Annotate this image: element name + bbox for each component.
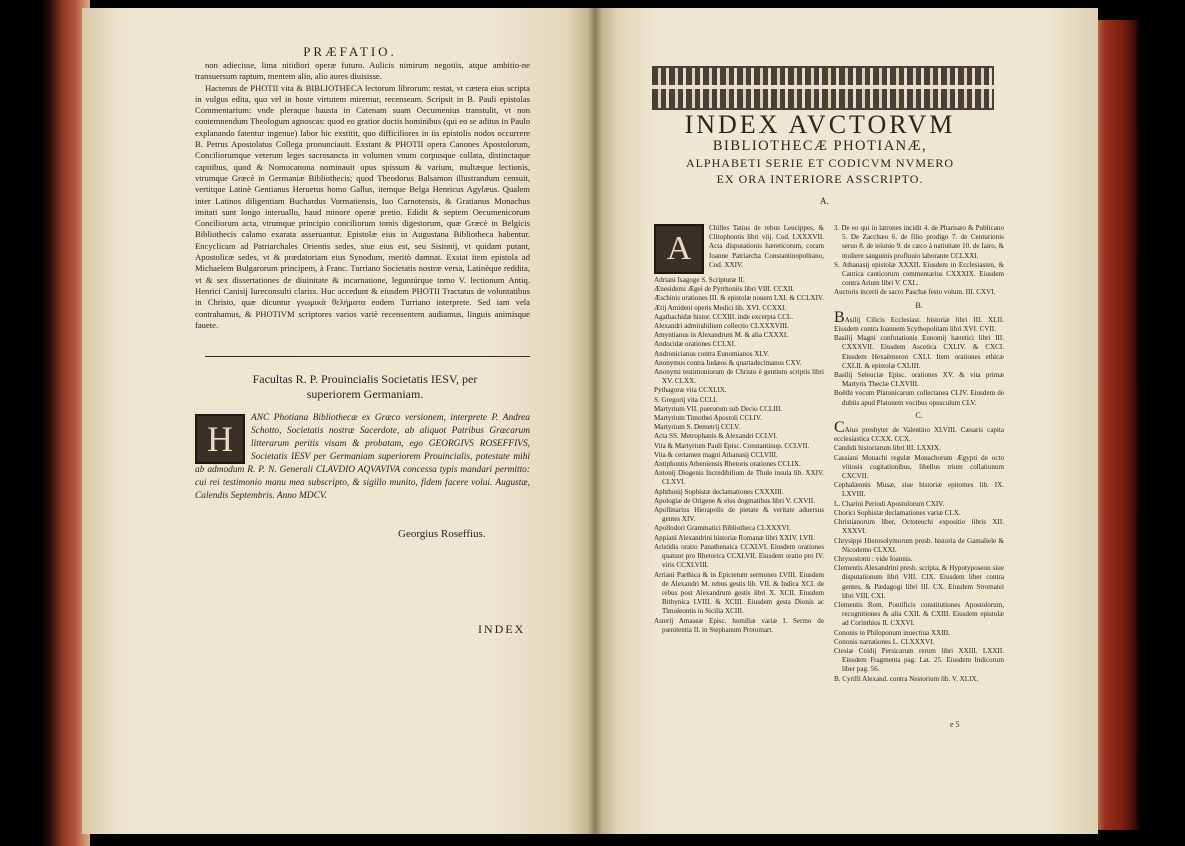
index-entry: S. Athanasij epistolæ XXXII. Eiusdem in Ecclesiasten, & Cantica canticorum commentarius CXXXIX. Eiusdem contra Arium libri V. CXL. [834, 260, 1004, 288]
preface-paragraph: Hactenus de PHOTII vita & BIBLIOTHECA lectorum librorum: restat, vt cætera eius scripta in vulgus edita, quo vel in hoste virtutem miremur, recenseam. Scripsit in B. Pauli epistolas Commentarium: vnde pleraque hausta in Catenam suam Oecumenius transtulit, vt non contemnendum Theologum agnoscas: quod eo gratior doctis hominibus (qui eo se aditus in Paulo explanando fatentur ingenue) labor hic exstitit, quo difficiliores in iis epistolis nodos occurrere B. Petrus Apostolatus Collega pronunciauit. Exstant & PHOTII opera Canones Apostolorum, Conciliorumque veterum leges sacrosancta in volumen vnum corpusque collata, distinctaque capitibus, quod & Nomocanona nominauit opus spissum & varium, multæque lectionis, vtrumque Græcè in Germaniæ Bibliothecis; quod Theodorus Balsamon illustrandum censuit, vertitque Latinè Gentianus Heruetus homo Gallus, itemque Belga Henricus Agylæus. Qualem inter Latinos diligentiam Buchardus Vormatiensis, Iuo Carnotensis, & Gratianus Monachus imitati sunt longo interuallo, haud minore operæ pretio. Edidit & septem Oecumenicorum Conciliorum acta, vtrumque principio conciliorum tomis digestorum, quæ Græcè in Belgicis Bibliothecis calamo exarata asseruantur. Epistolæ eius in Augustana Bibliotheca habentur. Encyclicam ad Patriarchales Orientis sedes, siue eius est, seu Sisinnij, vt quidam putant, Apostolicæ sedes, vt & prædatoriam eius Synodum, meritò damnat. Exstat item epistola ad Michaelem Bulgarorum principem, à Franc. Turriano Societatis nostræ versa, Latinèque reddita, vt & sex dissertationes de diuinitate & incarnatione, leguntúrque tomo V. lectionum Antiq. Henrici Canisij Iureconsulti clariss. Huc accedunt & eiusdem PHOTII Tractatus de voluntatibus in Christo, quæ dicuntur γνωμικὰ θελήματα eodem Turriano interprete. Sed iam vela contrahamus, & PHOTIVM scriptores varios variè recensentem audiamus, linguis animisque fauete. [195, 82, 530, 330]
index-entry: Chorici Sophistæ declamationes variæ CLX. [834, 508, 961, 517]
section-letter-c: C. [915, 410, 923, 420]
headpiece-ornament [652, 66, 994, 110]
licence-text [195, 412, 530, 503]
index-entry: Martyrium S. Demetrij CCLV. [654, 423, 741, 432]
licence-body: ANC Photiana Bibliothecæ ex Græco versionem, interprete P. Andrea Schotto, Societatis nostræ Sacerdote, ab aliquot Patribus Græcarum litterarum peritis visam & probatam, ego GEORGIVS ROSEFFIVS, Societatis IESV per Germaniam superiorem Prouincialis, potestate mihi ab admodum R. P. N. Generali CLAVDIO AQVAVIVA concessa typis mandari permitto: cui rei testimonio manu mea subscripto, & sigillo munito, fidem facere volui. Augustæ, Calendis Septembris. Anno MDCV. [195, 413, 530, 501]
index-entry: Chilles Tatius de rebus Leucippes, & Clitophontis libri viij. Cod. LXXXVII. Acta disputationis hæreticorum, coram Ioanne Patriarcha Constantinopolitano, Cod. XXIV. [709, 224, 824, 269]
index-entry: Aphthonij Sophistæ declamationes CXXXIII. [654, 487, 784, 496]
index-entry: Apollodori Grammatici Bibliotheca CLXXXVI. [654, 524, 791, 533]
faculty-line: superiorem Germaniam. [306, 387, 424, 401]
index-entry: Aristidis oratio Panathenaica CCXLVI. Eiusdem orationes quatuor pro Rhetorica CCXLVII. Eiusdem oratio pro IV. viris CCXLVIII. [654, 542, 824, 570]
index-entry: Andocidæ orationes CCLXI. [654, 340, 736, 349]
index-entry: Asterij Amaseæ Episc. homiliæ variæ I. Sermo de pœnitentia II. in Stephanum Protomart. [654, 616, 824, 634]
index-entry: Cononis in Philoponum inuectiua XXIII. [834, 628, 951, 637]
faculty-line: Facultas R. P. Prouincialis Societatis IESV, per [252, 372, 478, 386]
index-entry: Agathachidæ histor. CCXIII. inde excerpta CCL. [654, 312, 794, 321]
index-entry: B. Cyrilli Alexand. contra Nestorium lib. V. XLIX. [834, 674, 979, 683]
index-entry: Apollinarius Hierapolis de pietate & veritate aduersus gentes XIV. [654, 506, 824, 524]
index-lead-entry [834, 308, 1004, 334]
index-entry: Clementis Rom. Pontificis constitutiones Apostolorum, recognitiones & alia CXII. & CXIII. Eiusdem epistolæ ad Corinthios II. CXXVI. [834, 600, 1004, 628]
index-entry: Boëthi vocum Platonicarum collectanea CLIV. Eiusdem de dubiis apud Platonem vocibus opusculum CLV. [834, 389, 1004, 407]
preface-text [195, 60, 530, 331]
index-subtitle-line2: ALPHABETI SERIE ET CODICVM NVMERO [685, 156, 955, 170]
signature: Georgius Roseffius. [398, 528, 486, 540]
decorated-initial: H [195, 414, 245, 464]
section-letter-a: A. [820, 196, 829, 206]
index-entry: Cononis narrationes L. CLXXXVI. [834, 637, 935, 646]
index-entry: L. Charini Periodi Apostolorum CXIV. [834, 499, 945, 508]
preface-paragraph: non adiecisse, lima nitidiori operæ futuro. Aulicis nimirum negotiis, atque ambitio-ne transuersum raptum, mentem alio, alio aures diuisisse. [195, 60, 530, 82]
index-entry: Basilij Magni confutationis Eunomij hæretici libri III. CXXXVII. Eiusdem Ascetica CXLIV. & CXCI. Eiusdem Hexaëmeron CXLI. Item orationes ethicæ CXLII. & epistolæ CXLIII. [834, 334, 1004, 370]
index-entry: Alexandri admirabilium collectio CLXXXVIII. [654, 322, 789, 331]
faculty-heading [215, 372, 515, 402]
index-entry: Æschinis orationes III. & epistolæ nouem LXI. & CCLXIV. [654, 294, 824, 303]
index-entry: Basilij Seleuciæ Episc. orationes XV. & vita primæ Martyris Theclæ CLXVIII. [834, 371, 1004, 389]
signature-mark: e 5 [950, 720, 960, 729]
index-entry: Anonymi testimoniorum de Christo è gentium scriptis libri XV. CLXX. [654, 368, 824, 386]
index-entry: Antonij Diogenis Incredibilium de Thule insula lib. XXIV. CLXVI. [654, 469, 824, 487]
index-entry: Christianorum liber, Octoteuchi expositio libris XII. XXXVI. [834, 518, 1004, 536]
index-entry: Arriani Parthica & in Epictetum sermones LVIII. Eiusdem de Alexandri M. rebus gestis lib. VII. & Indica XCI. de rebus post Alexandrum gestis libri X. XCII. Eiusdem Bithynica LVIII. & XCIII. Eiusdem gesta Dionis ac Timoleontis in Sicilia XCIII. [654, 570, 824, 616]
book-gutter [588, 8, 602, 834]
index-lead-entry [654, 224, 824, 270]
index-entry: Appiani Alexandrini historiæ Romanæ libri XXIV. LVII. [654, 533, 815, 542]
index-entry: Ænesidemi Ægei de Pyrrhoniis libri VIII. CCXII. [654, 285, 795, 294]
index-entry: Amyntianus in Alexandrum M. & alia CXXXI. [654, 331, 788, 340]
index-entry: Candidi historiarum libri III. LXXIX. [834, 444, 941, 453]
index-entry: Cephalæonis Musæ, siue historiæ epitomes lib. IX. LXVIII. [834, 481, 1004, 499]
index-entry: Andronicianus contra Eunomianos XLV. [654, 349, 770, 358]
index-entry: Antiphontis Atheniensis Rhetoris orationes CCLIX. [654, 460, 801, 469]
index-entry: Aius presbyter de Valentino XLVIII. Cæsaris capita ecclesiastica CCXX. CCX. [834, 426, 1004, 444]
index-entry: Auctoris incerti de sacro Paschæ festo volum. III. CXVI. [834, 288, 996, 297]
index-subtitle: BIBLIOTHECÆ PHOTIANÆ, [712, 138, 928, 154]
index-entry: Clementis Alexandrini presb. scripta, & Hypotyposeon siue disputationum libri VIII. CIX. Eiusdem liber contra gentes, & Pædagogi libri III. CX. Eiusdem Stromatei libri VIII. CXI. [834, 564, 1004, 600]
initial-letter: C [834, 419, 845, 437]
index-entry: Chrysostomi : vide Ioannis. [834, 554, 913, 563]
index-entry: Anonymus contra Iudæos & quartadecimanos CXV. [654, 358, 802, 367]
index-entry: Vita & Martyrium Pauli Episc. Constantinop. CCLVII. [654, 441, 810, 450]
index-entry: Apologiæ de Origene & eius dogmatibus libri V. CXVII. [654, 496, 815, 505]
index-entry: Ctesiæ Cnidij Persicarum rerum libri XXIII. LXXII. Eiusdem Fragmenta pag. Lat. 25. Eiusdem Indicorum liber pag. 56. [834, 646, 1004, 674]
index-entry: S. Gregorij vita CCLI. [654, 395, 718, 404]
catchword: INDEX [478, 622, 526, 636]
index-entry-list [834, 334, 1004, 408]
index-entry: Asilij Cilicis Ecclesiast. historiæ libri III. XLII. Eiusdem contra Ioannem Scythopolitam libri XVI. CVII. [834, 315, 1004, 334]
section-rule [205, 356, 530, 357]
running-head: PRÆFATIO. [303, 44, 397, 59]
index-entry: Pythagoræ vita CCXLIX. [654, 386, 727, 395]
index-entry: Chrysippi Hierosolymorum presb. historia de Gamaliele & Nicodemo CLXXI. [834, 536, 1004, 554]
index-entry: Adriani Isagoge S. Scripturæ II. [654, 276, 745, 284]
index-column-left [654, 224, 824, 635]
initial-letter: B [834, 308, 845, 326]
index-entry-list [834, 444, 1004, 683]
index-column-right [834, 224, 1004, 684]
index-subtitle-line3: EX ORA INTERIORE ASSCRIPTO. [716, 172, 924, 186]
index-entry: Cassiani Monachi regulæ Monachorum Ægypti de octo vitiosis cogitationibus, libellus trium collationum CXCVII. [834, 453, 1004, 481]
index-entry: Martyrium VII. puerorum sub Decio CCLIII. [654, 404, 783, 413]
decorated-initial: A [654, 224, 704, 274]
section-letter-b: B. [915, 300, 923, 310]
index-entry: Ætij Amideni operis Medici lib. XVI. CCXXI. [654, 303, 787, 312]
index-lead-entry [834, 419, 1004, 444]
index-entry: 3. De eo qui in latrones incidit 4. de Pharisæo & Publicano 5. De Zacchæo 6. de filio prodigo 7. de Centurionis seruo 8. de ieiunio 9. de cæco à natiuitate 10. de Iairo, & muliere sanguinis profluuio laborante CCLXXI. [834, 224, 1004, 260]
index-entry-list [834, 224, 1004, 298]
index-entry: Vita & certamen magni Athanasij CCLVIII. [654, 450, 778, 459]
index-entry: Martyrium Timothei Apostoli CCLIV. [654, 414, 762, 423]
index-entry-list [654, 276, 824, 635]
index-entry: Acta SS. Metrophanis & Alexandri CCLVI. [654, 432, 778, 441]
index-title: INDEX AVCTORVM [684, 110, 956, 139]
